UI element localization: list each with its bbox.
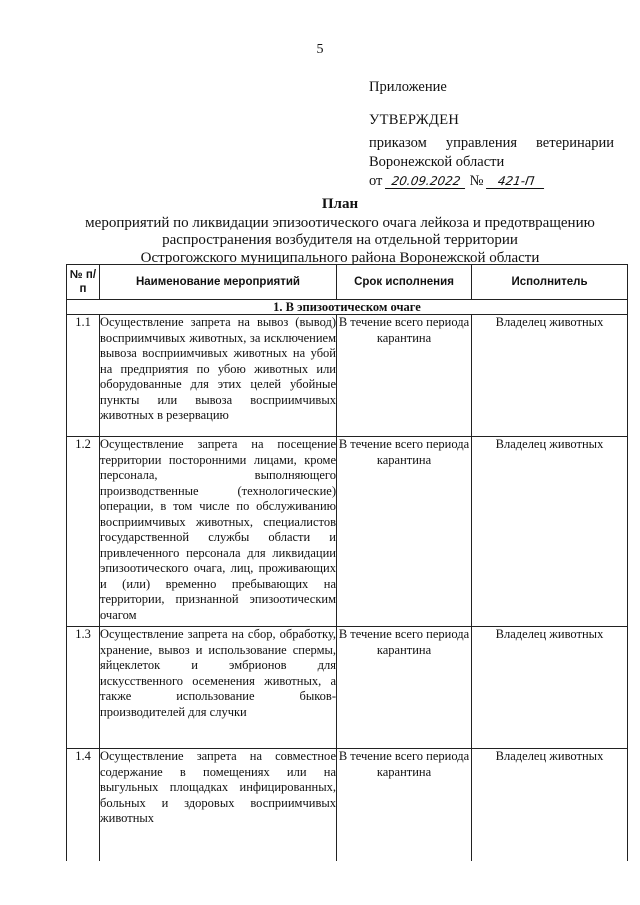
date-prefix: от bbox=[369, 173, 383, 189]
row-deadline: В течение всего периода карантина bbox=[337, 749, 472, 862]
section-row bbox=[67, 300, 628, 315]
order-line-2: Воронежской области bbox=[369, 154, 505, 170]
number-sign: № bbox=[469, 173, 484, 189]
table-row bbox=[67, 749, 628, 862]
row-executor: Владелец животных bbox=[472, 627, 628, 749]
title-line-1: мероприятий по ликвидации эпизоотического очага лейкоза и предотвращению bbox=[85, 214, 595, 231]
document-title bbox=[40, 196, 640, 267]
order-reference bbox=[369, 134, 614, 191]
title-line-2: распространения возбудителя на отдельной территории bbox=[162, 232, 518, 248]
title-line-3: Острогожского муниципального района Воронежской области bbox=[140, 249, 540, 266]
header-deadline: Срок исполнения bbox=[337, 265, 472, 300]
approved-label: УТВЕРЖДЕН bbox=[369, 112, 460, 128]
row-deadline: В течение всего периода карантина bbox=[337, 315, 472, 437]
measures-table bbox=[66, 264, 628, 861]
row-text: Осуществление запрета на посещение территории посторонними лицами, кроме персонала, выполняющего производственные (технологические) операции, в том числе по обслуживанию восприимчивых животных, специалистов государственной службы области и привлеченного персонала для ликвидации эпизоотического очага, лиц, проживающих и (или) временно пребывающих на территории, признанной эпизоотическим очагом bbox=[100, 437, 337, 627]
table-row bbox=[67, 437, 628, 627]
header-num: № п/п bbox=[67, 265, 100, 300]
row-executor: Владелец животных bbox=[472, 315, 628, 437]
row-deadline: В течение всего периода карантина bbox=[337, 437, 472, 627]
table-row bbox=[67, 627, 628, 749]
handwritten-date: 20.09.2022 bbox=[385, 174, 467, 189]
row-num: 1.3 bbox=[67, 627, 100, 749]
row-text: Осуществление запрета на сбор, обработку, хранение, вывоз и использование спермы, яйцеклеток и эмбрионов для искусственного осеменения животных, а также использование быков-производителей для случки bbox=[100, 627, 337, 749]
row-text: Осуществление запрета на вывоз (вывод) восприимчивых животных, за исключением вывоза восприимчивых животных на убой на предприятия по убою животных или оборудованные для этих целей убойные пункты или вывоза восприимчивых животных в резервацию bbox=[100, 315, 337, 437]
title-plan: План bbox=[321, 196, 359, 212]
row-text: Осуществление запрета на совместное содержание в помещениях или на выгульных площадках инфицированных, больных и здоровых восприимчивых животных bbox=[100, 749, 337, 862]
handwritten-number: 421-П bbox=[486, 174, 546, 189]
table-row bbox=[67, 315, 628, 437]
row-executor: Владелец животных bbox=[472, 749, 628, 862]
row-num: 1.2 bbox=[67, 437, 100, 627]
table-header-row bbox=[67, 265, 628, 300]
approval-block bbox=[369, 78, 614, 191]
row-deadline: В течение всего периода карантина bbox=[337, 627, 472, 749]
row-num: 1.4 bbox=[67, 749, 100, 862]
appendix-label: Приложение bbox=[369, 79, 447, 95]
header-name: Наименование мероприятий bbox=[100, 265, 337, 300]
page-number: 5 bbox=[316, 42, 324, 57]
header-executor: Исполнитель bbox=[472, 265, 628, 300]
order-line-1: приказом управления ветеринарии bbox=[369, 135, 614, 151]
order-date-line bbox=[369, 172, 614, 191]
row-num: 1.1 bbox=[67, 315, 100, 437]
row-executor: Владелец животных bbox=[472, 437, 628, 627]
section-title: 1. В эпизоотическом очаге bbox=[67, 300, 628, 315]
